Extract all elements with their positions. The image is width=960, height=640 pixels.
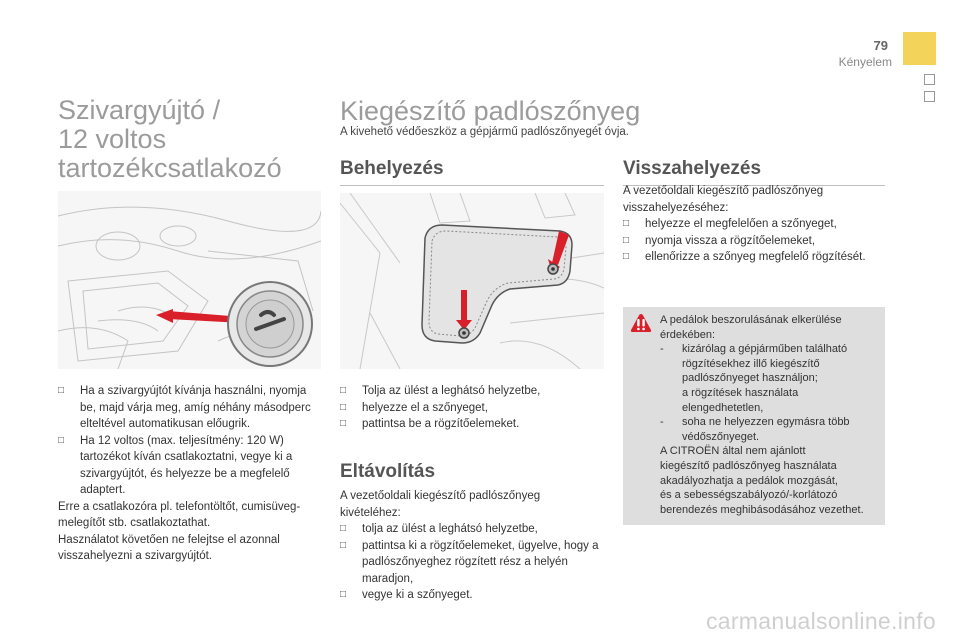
cigarette-lighter-title xyxy=(58,96,328,183)
warning-line: rögzítésekhez illő kiegészítő xyxy=(682,357,820,370)
floor-mat-title: Kiegészítő padlószőnyeg xyxy=(340,96,641,126)
remove-heading: Eltávolítás xyxy=(340,461,436,482)
page-number: 79 xyxy=(873,38,888,53)
warning-line: elengedhetetlen, xyxy=(682,401,764,414)
warning-line: kizárólag a gépjárműben található xyxy=(682,343,848,356)
warning-dash-item xyxy=(660,342,882,415)
paragraph-line: melegítőt stb. csatlakoztathat. xyxy=(58,517,211,529)
refit-heading: Visszahelyezés xyxy=(623,158,762,179)
refit-steps xyxy=(623,183,888,266)
dashboard-console-drawing xyxy=(58,191,321,369)
list-item: □ Ha 12 voltos (max. teljesítmény: 120 W) tartozékot kíván csatlakoztatni, vegye ki a szivargyújtót, és helyezze be a megfelelő adaptert. xyxy=(58,433,322,499)
warning-line: soha ne helyezzen egymásra több xyxy=(682,416,850,429)
list-item: □ pattintsa be a rögzítőelemeket. xyxy=(340,416,604,433)
lighter-instructions xyxy=(58,383,322,565)
chapter-name: Kényelem xyxy=(838,55,892,69)
list-item: □ helyezze el a szőnyeget, xyxy=(340,400,604,417)
floor-mat-illustration xyxy=(340,193,604,369)
title-line: tartozékcsatlakozó xyxy=(58,153,282,183)
paragraph-line: Erre a csatlakozóra pl. telefontöltőt, cumisüveg- xyxy=(58,500,301,513)
dash-mark: - xyxy=(660,416,664,429)
refit-intro: A vezetőoldali kiegészítő padlószőnyeg visszahelyezéséhez: xyxy=(623,185,824,214)
list-item: □ vegye ki a szőnyeget. xyxy=(340,587,600,604)
remove-intro: A vezetőoldali kiegészítő padlószőnyeg kivételéhez: xyxy=(340,490,541,519)
paragraph-line: Használatot követően ne felejtse el azonnal xyxy=(58,533,280,546)
paragraph-line: visszahelyezni a szivargyújtót. xyxy=(58,550,213,562)
list-item: □ Tolja az ülést a leghátsó helyzetbe, xyxy=(340,383,604,400)
warning-line: és a sebességszabályozó/-korlátozó xyxy=(660,489,838,502)
title-line: 12 voltos xyxy=(58,124,167,154)
warning-line: kiegészítő padlószőnyeg használata xyxy=(660,459,837,472)
floor-mat-drawing xyxy=(340,193,604,369)
warning-line: akadályozhatja a pedálok mozgását, xyxy=(660,474,838,487)
list-item: □ nyomja vissza a rögzítőelemeket, xyxy=(623,233,888,250)
chapter-tab-box xyxy=(924,74,935,85)
list-item: □ Ha a szivargyújtót kívánja használni, nyomja be, majd várja meg, amíg néhány másodperc elteltével automatikusan előugrik. xyxy=(58,383,322,433)
warning-line: padlószőnyeget használjon; xyxy=(682,372,818,385)
warning-line: berendezés meghibásodásához vezethet. xyxy=(660,503,864,516)
dash-mark: - xyxy=(660,343,664,356)
remove-steps xyxy=(340,488,600,604)
chapter-tab xyxy=(903,32,936,65)
watermark: carmanualsonline.info xyxy=(705,608,936,634)
cigarette-lighter-illustration xyxy=(58,191,321,369)
warning-line: A CITROËN által nem ajánlott xyxy=(660,445,806,458)
list-item: □ tolja az ülést a leghátsó helyzetbe, xyxy=(340,521,600,538)
install-heading: Behelyezés xyxy=(340,158,444,179)
floor-mat-subtitle: A kivehető védőeszköz a gépjármű padlószőnyegét óvja. xyxy=(340,126,629,138)
warning-line: érdekében: xyxy=(660,328,716,341)
warning-text xyxy=(660,313,882,517)
title-line: Szivargyújtó / xyxy=(58,95,221,125)
warning-icon xyxy=(630,313,652,333)
list-item: □ helyezze el megfelelően a szőnyeget, xyxy=(623,216,888,233)
chapter-tab-box xyxy=(924,91,935,102)
warning-line: A pedálok beszorulásának elkerülése xyxy=(660,314,842,326)
warning-dash-item xyxy=(660,415,882,444)
warning-line: védőszőnyeget. xyxy=(682,430,760,443)
section-divider xyxy=(340,185,604,186)
warning-line: a rögzítések használata xyxy=(682,386,799,399)
list-item: □ ellenőrizze a szőnyeg megfelelő rögzítését. xyxy=(623,249,888,266)
install-steps xyxy=(340,383,604,433)
list-item: □ pattintsa ki a rögzítőelemeket, ügyelve, hogy a padlószőnyeghez rögzített rész a helyén maradjon, xyxy=(340,538,600,588)
